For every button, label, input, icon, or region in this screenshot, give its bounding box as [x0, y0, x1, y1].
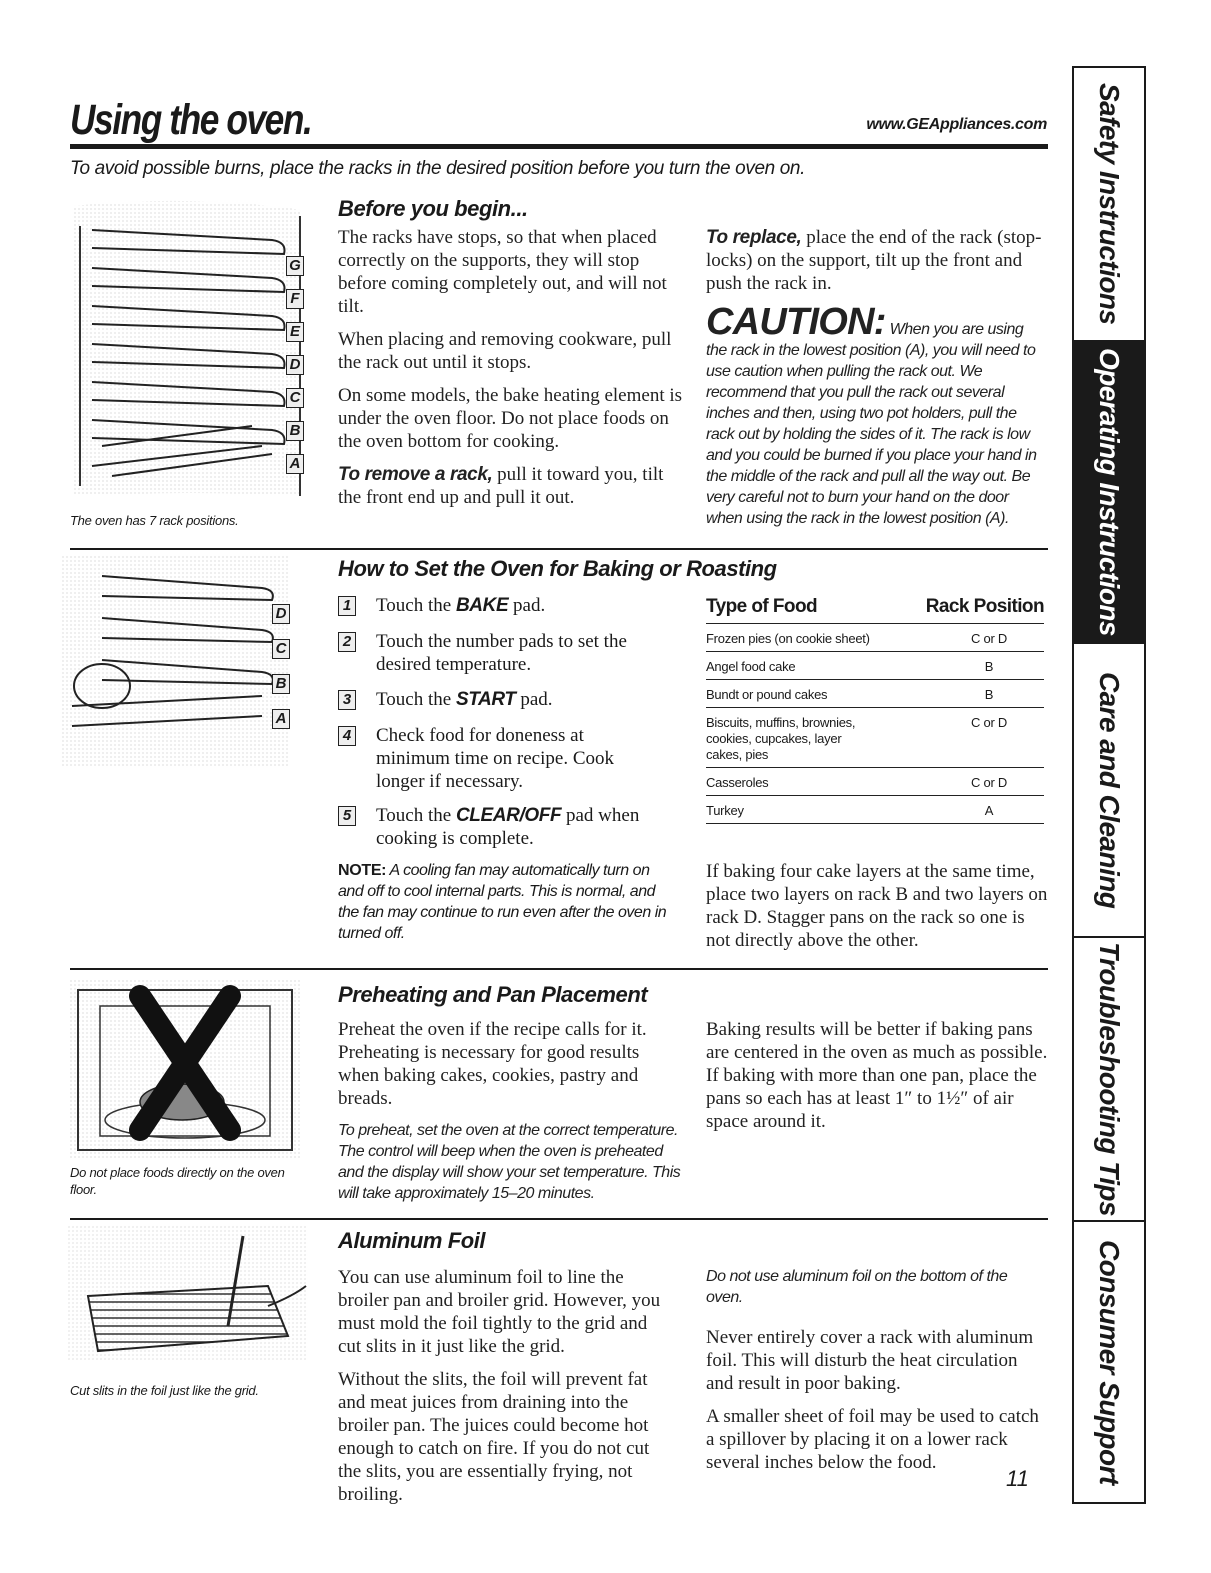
position-cell: C or D	[971, 631, 1007, 646]
rack-caption: The oven has 7 rack positions.	[70, 513, 239, 528]
section-tab-bar	[1072, 66, 1146, 1504]
tab-label: Safety Instructions	[1094, 83, 1125, 325]
position-cell: C or D	[971, 775, 1007, 790]
step-text: Check food for doneness at minimum time on recipe. Cook longer if necessary.	[376, 725, 614, 792]
step-number: 4	[338, 726, 356, 746]
preheat-paragraph: Preheat the oven if the recipe calls for it. Preheating is necessary for good results when baking cakes, cookies, pastry and breads.	[338, 1019, 647, 1109]
step-text-pre: Touch the	[376, 689, 456, 710]
preheat-column-left	[338, 1018, 683, 1204]
tab-troubleshooting-tips[interactable]	[1074, 938, 1144, 1222]
step-text-pre: Touch the	[376, 805, 456, 826]
floor-caption: Do not place foods directly on the oven floor.	[70, 1165, 285, 1197]
note-label: NOTE:	[338, 862, 387, 879]
table-header	[706, 596, 1044, 624]
section-divider	[70, 548, 1048, 550]
oven-floor-warning-illustration	[70, 980, 300, 1158]
remove-rack-paragraph	[338, 463, 683, 509]
before-column-right	[706, 226, 1046, 529]
section-divider	[70, 968, 1048, 970]
table-row	[706, 708, 1044, 768]
clear-off-pad-label: CLEAR/OFF	[455, 805, 562, 826]
page-title: Using the oven.	[70, 96, 312, 144]
page-number: 11	[1006, 1466, 1029, 1491]
oven-rack-illustration	[62, 196, 324, 506]
position-cell: B	[984, 687, 994, 702]
caution-paragraph	[706, 301, 1046, 529]
tab-label: Care and Cleaning	[1094, 671, 1125, 909]
step-text-pre: Touch the	[376, 595, 456, 616]
before-column-left	[338, 226, 683, 519]
tab-label: Consumer Support	[1094, 1239, 1125, 1485]
food-cell: Bundt or pound cakes	[706, 687, 828, 702]
step-number: 5	[338, 806, 356, 826]
replace-rack-paragraph	[706, 226, 1046, 295]
table-row	[706, 680, 1044, 708]
before-paragraph: On some models, the bake heating element is under the oven floor. Do not place foods on the oven bottom for cooking.	[338, 385, 683, 452]
tab-label: Troubleshooting Tips	[1094, 942, 1125, 1216]
before-paragraph: When placing and removing cookware, pull the rack out until it stops.	[338, 329, 672, 373]
step-text	[376, 804, 656, 850]
section-title-foil: Aluminum Foil	[338, 1228, 486, 1253]
position-cell: B	[984, 659, 994, 674]
caution-label: CAUTION:	[706, 301, 886, 343]
table-row	[706, 768, 1044, 796]
cake-layers-text: If baking four cake layers at the same time, place two layers on rack B and two layers on rack D. Stagger pans on the rack so one is not directly above the other.	[706, 861, 1048, 951]
before-paragraph: The racks have stops, so that when placed correctly on the supports, they will stop before coming completely out, and will not tilt.	[338, 227, 667, 317]
bake-note	[338, 860, 678, 944]
foil-paragraph: Never entirely cover a rack with aluminum foil. This will disturb the heat circulation and result in poor baking.	[706, 1327, 1034, 1394]
replace-rack-label: To replace,	[706, 227, 802, 248]
rack-label-a: A	[272, 709, 290, 729]
foil-column-right	[706, 1266, 1046, 1484]
foil-paragraph: Without the slits, the foil will prevent fat and meat juices from draining into the broiler pan. The juices could become hot enough to catch on fire. If you do not cut the slits, you are essentially frying, not broiling.	[338, 1369, 650, 1505]
rack-label-c: C	[286, 388, 304, 408]
food-cell: Turkey	[706, 803, 744, 818]
table-row	[706, 624, 1044, 652]
tab-label: Operating Instructions	[1094, 348, 1125, 636]
foil-note: Do not use aluminum foil on the bottom of the oven.	[706, 1268, 1008, 1306]
rack-position-table	[706, 596, 1044, 824]
start-pad-label: START	[455, 689, 516, 710]
food-cell: Frozen pies (on cookie sheet)	[706, 631, 870, 646]
intro-text: To avoid possible burns, place the racks in the desired position before you turn the oven on.	[70, 158, 805, 179]
section-title-preheat: Preheating and Pan Placement	[338, 982, 648, 1007]
position-cell: A	[984, 803, 994, 818]
caution-text: When you are using the rack in the lowest position (A), you will need to use caution when pulling the rack out. We recommend that you pull the rack out several inches and then, using two pot holders, pull the rack out by holding the sides of it. The rack is low and you could be burned if you place your hand in the middle of the rack and pull all the way out. Be very careful not to burn your hand on the door when using the rack in the lowest position (A).	[706, 321, 1037, 527]
table-row	[706, 652, 1044, 680]
step-number: 2	[338, 632, 356, 652]
preheat-note: To preheat, set the oven at the correct temperature. The control will beep when the oven is preheated and the display will show your set temperature. This will take approximately 15–20 minutes.	[338, 1122, 681, 1202]
step-text-post: pad.	[515, 689, 553, 710]
table-row	[706, 796, 1044, 824]
remove-rack-label: To remove a rack,	[338, 464, 493, 485]
tab-operating-instructions[interactable]	[1074, 342, 1144, 644]
position-cell: C or D	[971, 715, 1007, 730]
foil-paragraph: You can use aluminum foil to line the broiler pan and broiler grid. However, you must mold the foil tightly to the grid and cut slits in it just like the grid.	[338, 1267, 661, 1357]
foil-paragraph: A smaller sheet of foil may be used to catch a spillover by placing it on a lower rack several inches below the food.	[706, 1406, 1039, 1473]
food-cell: Biscuits, muffins, brownies, cookies, cupcakes, layer cakes, pies	[706, 715, 856, 762]
rack-label-b: B	[286, 421, 304, 441]
replace-rack-text: place the end of the rack (stop-locks) on the support, tilt up the front and push the rack in.	[706, 227, 1042, 294]
pan-placement-paragraph: Baking results will be better if baking pans are centered in the oven as much as possible. If baking with more than one pan, place the pans so each has at least 1″ to 1½″ of air space around it.	[706, 1019, 1048, 1132]
header-rule	[70, 144, 1048, 149]
food-cell: Casseroles	[706, 775, 769, 790]
foil-caption: Cut slits in the foil just like the grid.	[70, 1383, 259, 1398]
broiler-pan-foil-illustration	[68, 1226, 308, 1362]
website-url[interactable]: www.GEAppliances.com	[866, 116, 1047, 133]
remove-rack-text: pull it toward you, tilt the front end up and pull it out.	[338, 464, 664, 508]
header-type-of-food: Type of Food	[706, 596, 818, 617]
section-divider	[70, 1218, 1048, 1220]
rack-label-b: B	[272, 674, 290, 694]
rack-label-f: F	[286, 289, 304, 309]
oven-baking-illustration	[62, 556, 288, 766]
bake-rack-labels	[272, 602, 296, 742]
step-text-post: pad.	[508, 595, 546, 616]
tab-safety-instructions[interactable]	[1074, 68, 1144, 342]
rack-labels	[286, 254, 310, 485]
tab-care-and-cleaning[interactable]	[1074, 644, 1144, 938]
step-text	[376, 688, 676, 711]
note-text: A cooling fan may automatically turn on and off to cool internal parts. This is normal, and the fan may continue to run even after the oven in turned off.	[338, 862, 667, 942]
section-title-before: Before you begin...	[338, 196, 528, 221]
rack-label-g: G	[286, 256, 304, 276]
rack-label-d: D	[286, 355, 304, 375]
bake-pad-label: BAKE	[455, 595, 509, 616]
tab-consumer-support[interactable]	[1074, 1222, 1144, 1502]
step-text	[376, 594, 676, 617]
step-text-post: pad when cooking is complete.	[376, 805, 640, 849]
rack-label-e: E	[286, 322, 304, 342]
rack-label-d: D	[272, 604, 290, 624]
rack-label-a: A	[286, 454, 304, 474]
rack-label-c: C	[272, 639, 290, 659]
section-title-bake: How to Set the Oven for Baking or Roasting	[338, 556, 777, 581]
food-cell: Angel food cake	[706, 659, 796, 674]
foil-column-left	[338, 1266, 668, 1516]
step-number: 1	[338, 596, 356, 616]
step-text: Touch the number pads to set the desired temperature.	[376, 631, 627, 675]
step-number: 3	[338, 690, 356, 710]
header-rack-position: Rack Position	[925, 596, 1044, 617]
